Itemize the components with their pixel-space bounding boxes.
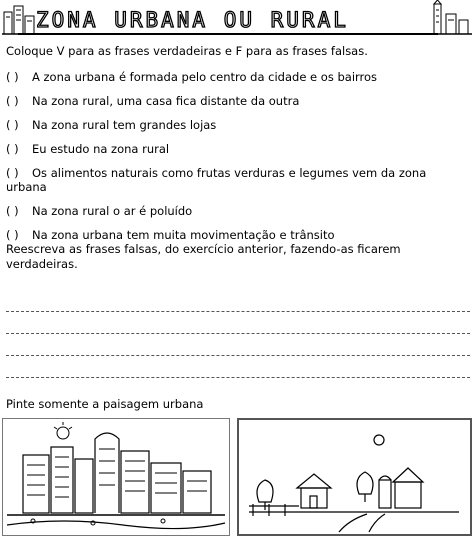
- list-item: ( ) Eu estudo na zona rural: [6, 142, 170, 156]
- urban-landscape-drawing: [3, 419, 229, 535]
- answer-box[interactable]: ( ): [6, 118, 19, 132]
- worksheet-header: [0, 0, 474, 40]
- list-item: ( ) Na zona rural, uma casa fica distante da outra: [6, 94, 300, 108]
- writing-lines[interactable]: [6, 290, 470, 378]
- answer-box[interactable]: ( ): [6, 70, 19, 84]
- rural-landscape-drawing: [239, 420, 470, 534]
- answer-box[interactable]: ( ): [6, 94, 19, 108]
- urban-landscape-panel[interactable]: [2, 418, 230, 536]
- rural-landscape-panel[interactable]: [237, 418, 472, 536]
- answer-box[interactable]: ( ): [6, 204, 19, 218]
- answer-box[interactable]: ( ): [6, 166, 19, 180]
- answer-box[interactable]: ( ): [6, 142, 19, 156]
- writing-line[interactable]: [6, 334, 470, 356]
- writing-line[interactable]: [6, 290, 470, 312]
- city-icon: [2, 2, 38, 36]
- writing-line[interactable]: [6, 312, 470, 334]
- paint-instruction: Pinte somente a paisagem urbana: [6, 397, 204, 411]
- writing-line[interactable]: [6, 356, 470, 378]
- worksheet-title: ZONA URBANA OU RURAL: [36, 8, 349, 32]
- header-underline: [18, 33, 438, 35]
- tower-icon: [426, 0, 472, 38]
- true-false-list: [6, 70, 468, 252]
- list-item: ( ) Os alimentos naturais como frutas verduras e legumes vem da zona urbana: [6, 166, 427, 194]
- list-item: ( ) Na zona rural o ar é poluído: [6, 204, 193, 218]
- list-item: ( ) A zona urbana é formada pelo centro da cidade e os bairros: [6, 70, 378, 84]
- instruction-text: Coloque V para as frases verdadeiras e F para as frases falsas.: [6, 44, 368, 58]
- list-item: ( ) Na zona urbana tem muita movimentação e trânsito: [6, 228, 335, 242]
- list-item: ( ) Na zona rural tem grandes lojas: [6, 118, 217, 132]
- rewrite-instruction: Reescreva as frases falsas, do exercício anterior, fazendo-as ficarem verdadeiras.: [6, 242, 401, 271]
- answer-box[interactable]: ( ): [6, 228, 19, 242]
